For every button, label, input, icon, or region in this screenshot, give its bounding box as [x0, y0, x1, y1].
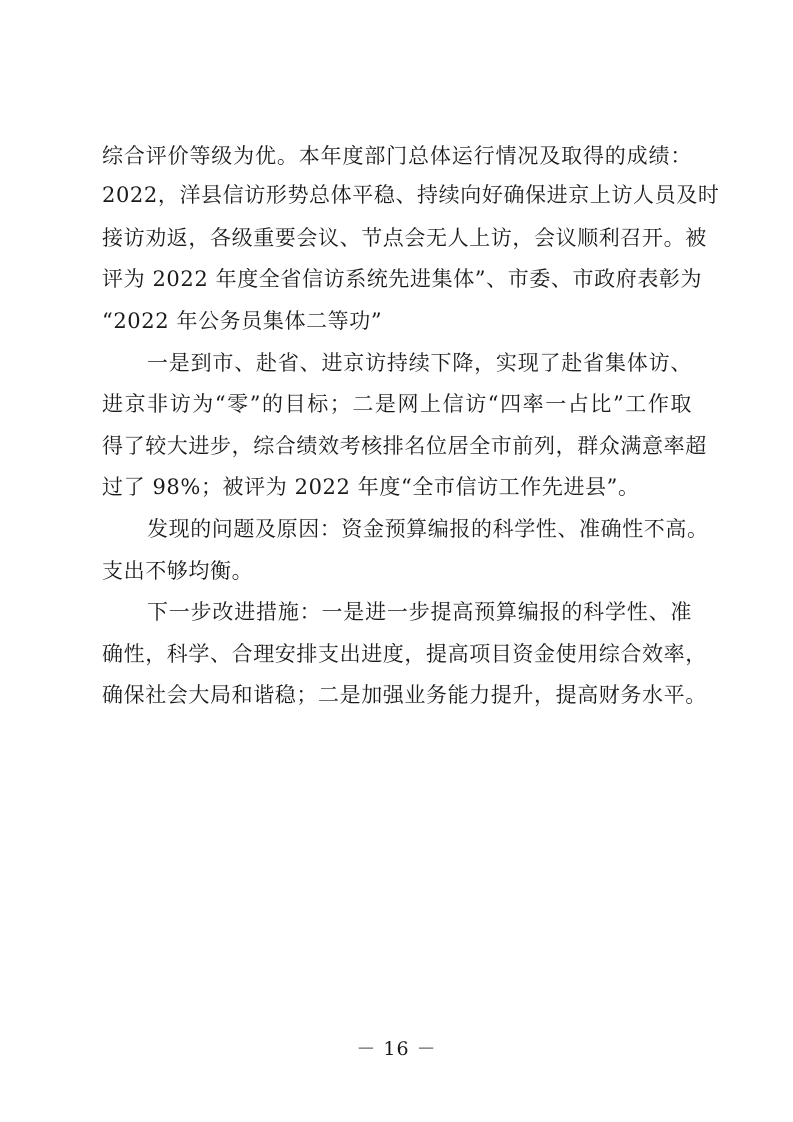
paragraph-2-line-3: 得了较大进步，综合绩效考核排名位居全市前列，群众满意率超 — [102, 434, 707, 458]
paragraph-2-line-1: 一是到市、赴省、进京访持续下降，实现了赴省集体访、 — [147, 351, 692, 375]
page-number: － 16 － — [356, 1038, 437, 1060]
paragraph-4-line-1: 下一步改进措施：一是进一步提高预算编报的科学性、准 — [147, 600, 692, 624]
paragraph-3-line-2: 支出不够均衡。 — [102, 559, 254, 583]
paragraph-1-line-5: “2022 年公务员集体二等功” — [102, 309, 383, 333]
paragraph-2-line-4: 过了 98%；被评为 2022 年度“全市信访工作先进县”。 — [102, 475, 640, 499]
paragraph-4-line-3: 确保社会大局和谐稳；二是加强业务能力提升，提高财务水平。 — [102, 683, 707, 707]
paragraph-1-line-4: 评为 2022 年度全省信访系统先进集体”、市委、市政府表彰为 — [102, 267, 703, 291]
paragraph-2-line-2: 进京非访为“零”的目标；二是网上信访“四率一占比”工作取 — [102, 392, 692, 416]
paragraph-1-line-2: 2022，洋县信访形势总体平稳、持续向好确保进京上访人员及时 — [102, 183, 720, 207]
paragraph-4-line-2: 确性，科学、合理安排支出进度，提高项目资金使用综合效率， — [102, 642, 707, 666]
paragraph-3-line-1: 发现的问题及原因：资金预算编报的科学性、准确性不高。 — [147, 517, 709, 541]
paragraph-1-line-1: 综合评价等级为优。本年度部门总体运行情况及取得的成绩： — [102, 144, 692, 168]
paragraph-1-line-3: 接访劝返，各级重要会议、节点会无人上访，会议顺利召开。被 — [102, 226, 707, 250]
